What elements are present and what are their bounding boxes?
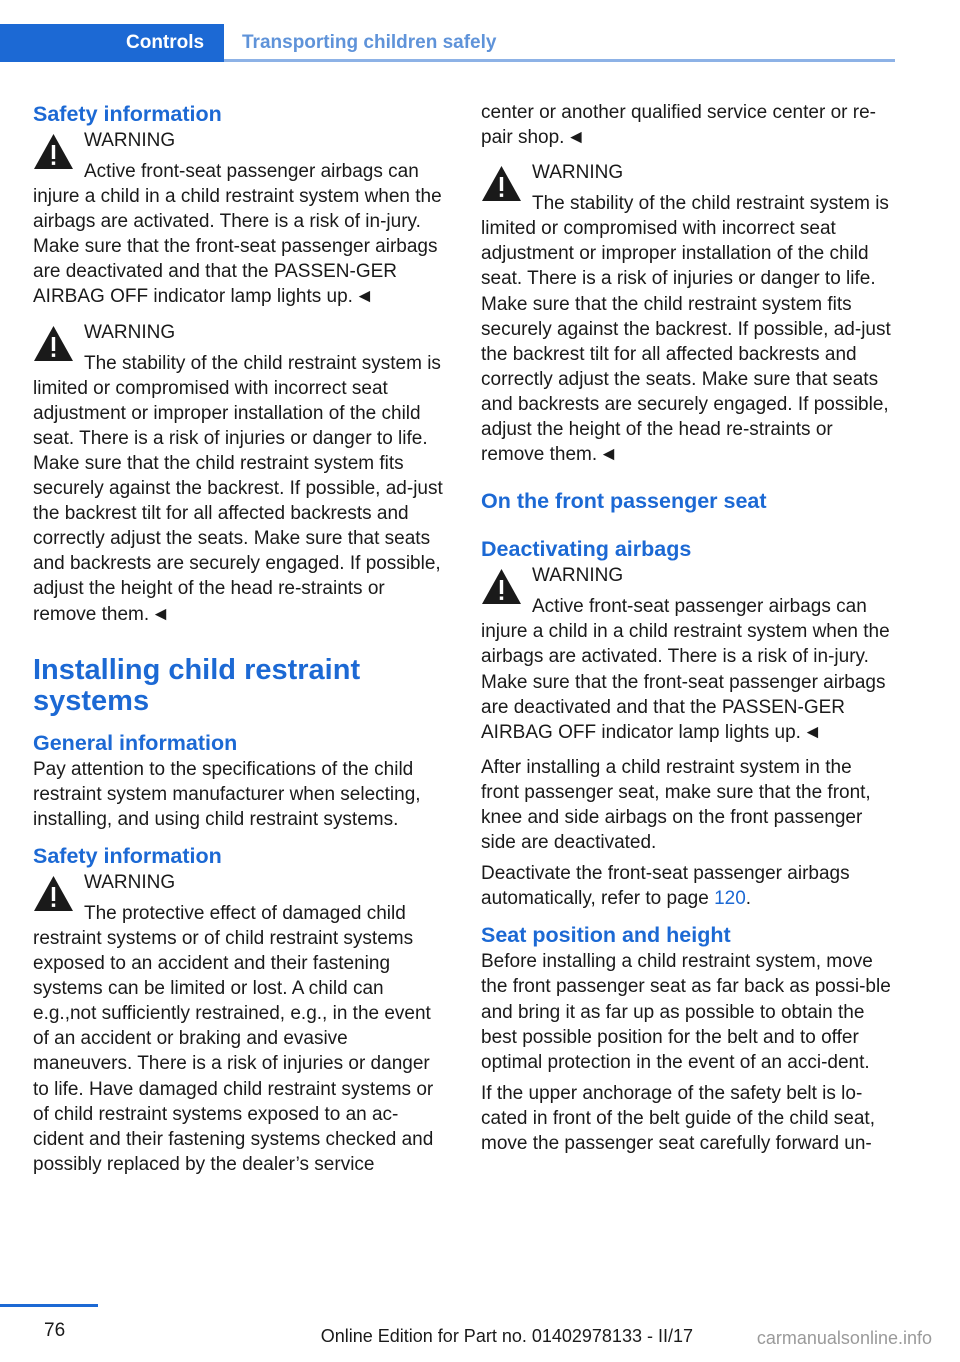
end-mark: ◄ (599, 444, 618, 466)
installing-heading: Installing child restraint systems (33, 653, 361, 717)
safety-information-heading-2: Safety information (33, 843, 222, 868)
subsection-title: Transporting children safely (242, 32, 497, 53)
warning-text: The stability of the child restraint system is limited or compromised with incorrect seat adjustment or improper installation of the child seat. There is a risk of injuries or danger to life. Make sure that the child restraint system fits securely against the backrest. If possible, ad-just the backrest tilt for all affected backrests and correctly adjust the seats. Make sure that seats and backrests are securely engaged. If possible, adjust the height of the head re-straints or remove them. (481, 193, 891, 466)
edition-note: Online Edition for Part no. 01402978133 - II/17 (320, 1326, 693, 1346)
end-mark: ◄ (566, 127, 586, 149)
front-passenger-seat-heading: On the front passenger seat (481, 489, 767, 514)
warning-label: WARNING (84, 871, 176, 893)
anchorage-text: If the upper anchorage of the safety belt is lo-cated in front of the belt guide of the child seat, move the passenger seat carefully forward un- (481, 1082, 875, 1154)
end-mark: ◄ (354, 286, 374, 308)
watermark: carmanualsonline.info (756, 1328, 932, 1348)
deactivate-text (481, 861, 893, 911)
right-column (481, 100, 893, 1162)
warning-text: Active front-seat passenger airbags can injure a child in a child restraint system when the airbags are activated. There is a risk of in-jury. Make sure that the front-seat passenger airbags are deactivated and that the PASSEN-GER AIRBAG OFF indicator lamp lights up. (481, 596, 890, 743)
page-header (0, 24, 895, 62)
warning-icon (481, 165, 522, 202)
seat-position-heading: Seat position and height (481, 923, 731, 948)
header-rule (224, 59, 895, 62)
seat-position-text: Before installing a child restraint system, move the front passenger seat as far back as possi-ble and bring it as far up as possible to obtain the best possible position for the belt and to offer optimal protection in the event of an acci-dent. (481, 951, 891, 1073)
end-mark: ◄ (151, 603, 170, 625)
warning-block (33, 320, 445, 627)
warning-label: WARNING (532, 565, 624, 587)
warning-continuation (481, 100, 893, 150)
deactivate-sentence: Deactivate the front-seat passenger airbags automatically, refer to page (481, 863, 850, 910)
section-tab[interactable]: Controls (0, 24, 224, 62)
warning-icon (33, 133, 74, 170)
warning-icon (481, 568, 522, 605)
warning-label: WARNING (532, 162, 624, 184)
warning-block (481, 160, 893, 467)
general-information-heading: General information (33, 730, 238, 755)
warning-icon (33, 875, 74, 912)
warning-label: WARNING (84, 321, 176, 343)
left-column (33, 100, 445, 1187)
period: . (745, 888, 752, 910)
safety-information-heading: Safety information (33, 102, 222, 126)
page-number: 76 (44, 1320, 66, 1341)
end-mark: ◄ (802, 721, 822, 743)
deactivating-airbags-heading: Deactivating airbags (481, 537, 692, 562)
warning-block (481, 563, 893, 745)
warning-icon (33, 325, 74, 362)
warning-text: The stability of the child restraint system is limited or compromised with incorrect seat adjustment or improper installation of the child seat. There is a risk of injuries or danger to life. Make sure that the child restraint system fits securely against the backrest. If possible, ad-just the backrest tilt for all affected backrests and correctly adjust the seats. Make sure that seats and backrests are securely engaged. If possible, adjust the height of the head re-straints or remove them. (33, 352, 443, 625)
warning-text: Active front-seat passenger airbags can injure a child in a child restraint system when the airbags are activated. There is a risk of in-jury. Make sure that the front-seat passenger airbags are deactivated and that the PASSEN-GER AIRBAG OFF indicator lamp lights up. (33, 161, 442, 308)
warning-continuation-text: center or another qualified service center or re-pair shop. (481, 102, 876, 149)
general-information-text: Pay attention to the specifications of the child restraint system manufacturer when selecting, installing, and using child restraint systems. (33, 758, 421, 830)
after-installing-text: After installing a child restraint system in the front passenger seat, make sure that the front, knee and side airbags on the front passenger side are deactivated. (481, 756, 871, 854)
page-reference-link[interactable]: 120 (714, 888, 746, 910)
footer-bar (0, 1304, 98, 1307)
warning-label: WARNING (84, 130, 176, 151)
warning-block (33, 870, 445, 1177)
warning-block (33, 128, 445, 310)
warning-text: The protective effect of damaged child restraint systems or of child restraint systems exposed to an accident and their fastening systems can be limited or lost. A child can e.g.,not sufficiently restrained, e.g., in the event of an accident or braking and evasive maneuvers. There is a risk of injuries or danger to life. Have damaged child restraint systems or of child restraint systems exposed to an ac-cident and their fastening systems checked and possibly replaced by the dealer’s service (33, 902, 434, 1175)
